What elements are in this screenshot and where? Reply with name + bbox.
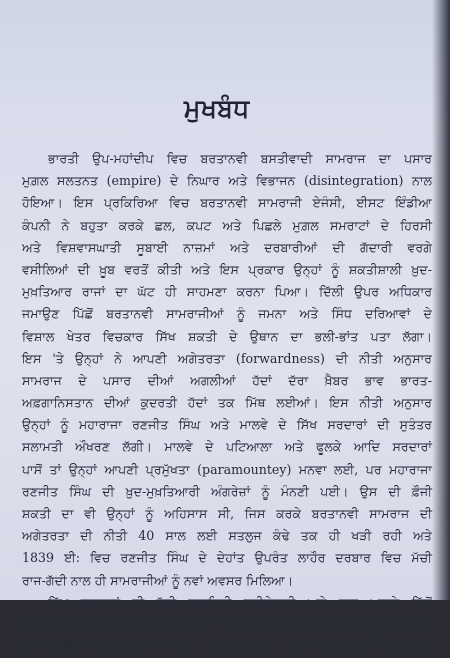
- text-line: ਰਾਜ-ਗੱਦੀ ਨਾਲ ਹੀ ਸਾਮਰਾਜੀਆਂ ਨੂੰ ਨਵਾਂ ਅਵਸਰ ਮਿਲਿਆ।: [22, 572, 294, 588]
- text-line: ਪਾਸੋਂ ਤਾਂ ਉਨ੍ਹਾਂ ਆਪਣੀ ਪ੍ਰਮੁੱਖਤਾ (paramountey) ਮਨਵਾ ਲਈ, ਪਰ ਮਹਾਰਾਜਾ: [22, 461, 432, 477]
- text-line: ਅਤੇ ਵਿਸ਼ਵਾਸਘਾਤੀ ਸੂਬਾਈ ਨਾਜ਼ਮਾਂ ਅਤੇ ਦਰਬਾਰੀਆਂ ਦੀ ਗੱਦਾਰੀ ਵਰਗੇ: [22, 239, 432, 255]
- text-line: ਕੰਪਨੀ ਨੇ ਬਹੁਤਾ ਕਰਕੇ ਛਲ, ਕਪਟ ਅਤੇ ਪਿਛਲੇ ਮੁਗ਼ਲ ਸਮਰਾਟਾਂ ਦੇ ਹਿਰਸੀ: [22, 217, 432, 233]
- text-line: ਸਿੱਖ ਸਰਦਾਰਾਂ ਦੀ ਭੱਦੀ ਕਬਾਇਲੀ ਸ਼ਰੀਕੇਬਾਜ਼ੀ ਅਤੇ ਰਾਜ ਘਰਾਣੇ ਵਿੱਚੋਂ: [48, 594, 432, 610]
- text-line: 1839 ਈ: ਵਿਚ ਰਣਜੀਤ ਸਿੰਘ ਦੇ ਦੇਹਾਂਤ ਉਪਰੰਤ ਲਾਹੌਰ ਦਰਬਾਰ ਵਿਚ ਮੱਚੀ: [22, 550, 432, 566]
- text-line: ਭਾਰਤੀ ਉਪ-ਮਹਾਂਦੀਪ ਵਿਚ ਬਰਤਾਨਵੀ ਬਸਤੀਵਾਦੀ ਸਾਮਰਾਜ ਦਾ ਪਸਾਰ: [48, 151, 432, 166]
- text-line: ਅਗੇਤਰਤਾ ਦੀ ਨੀਤੀ 40 ਸਾਲ ਲਈ ਸਤਲੁਜ ਕੰਢੇ ਤਕ ਹੀ ਖੜੀ ਰਹੀ ਅਤੇ: [22, 528, 432, 544]
- text-line: ਕਿਸੇ ਯੋਗ ਜਾਨਸ਼ੀਨ ਦੇ ਸਾਹਮਣੇ ਨਾ ਆਉਣ ਕਰਕੇ ਖ਼ਾਲਸਾ ਰਾਜ ਨੂੰ ਬਚਾਉਣ: [22, 616, 432, 632]
- text-line: ਵਿਸ਼ਾਲ ਖੇਤਰ ਵਿਚਕਾਰ ਸਿੱਖ ਸ਼ਕਤੀ ਦੇ ਉਥਾਨ ਦਾ ਭਲੀ-ਭਾਂਤ ਪਤਾ ਲੱਗਾ।: [22, 328, 432, 344]
- text-line: ਜਮਾਉਣ ਪਿੱਛੋਂ ਬਰਤਾਨਵੀ ਸਾਮਰਾਜੀਆਂ ਨੂੰ ਜਮਨਾ ਅਤੇ ਸਿੰਧ ਦਰਿਆਵਾਂ ਦੇ: [22, 306, 432, 322]
- text-line: ਸਾਮਰਾਜ ਦੇ ਪਸਾਰ ਦੀਆਂ ਅਗਲੀਆਂ ਹੱਦਾਂ ਦੱਰਾ ਖ਼ੈਬਰ ਭਾਵ ਭਾਰਤ-: [22, 372, 432, 388]
- bleed-through-text: [150, 4, 430, 64]
- text-line: ਵਸੀਲਿਆਂ ਦੀ ਖ਼ੂਬ ਵਰਤੋਂ ਕੀਤੀ ਅਤੇ ਇਸ ਪ੍ਰਕਾਰ ਉਨ੍ਹਾਂ ਨੂੰ ਸ਼ਕਤੀਸ਼ਾਲੀ ਖ਼ੁਦ-: [22, 261, 432, 277]
- text-line: ਉਨ੍ਹਾਂ ਨੂੰ ਮਹਾਰਾਜਾ ਰਣਜੀਤ ਸਿੰਘ ਅਤੇ ਮਾਲਵੇ ਦੇ ਸਿੱਖ ਸਰਦਾਰਾਂ ਦੀ ਸੁਤੰਤਰ: [22, 417, 432, 433]
- text-line: ਹੋਇਆ। ਇਸ ਪ੍ਰਕਿਰਿਆ ਵਿਚ ਬਰਤਾਨਵੀ ਸਾਮਰਾਜੀ ਏਜੰਸੀ, ਈਸਟ ਇੰਡੀਆ: [22, 195, 432, 211]
- text-line: ਮੁਗ਼ਲ ਸਲਤਨਤ (empire) ਦੇ ਨਿਘਾਰ ਅਤੇ ਵਿਭਾਜਨ (disintegration) ਨਾਲ: [22, 173, 432, 189]
- text-line: ਇਸ 'ਤੇ ਉਨ੍ਹਾਂ ਨੇ ਆਪਣੀ ਅਗੇਤਰਤਾ (forwardness) ਦੀ ਨੀਤੀ ਅਨੁਸਾਰ: [22, 350, 432, 366]
- text-line: ਸਲਾਮਤੀ ਔਖਰਣ ਲੱਗੀ। ਮਾਲਵੇ ਦੇ ਪਟਿਆਲਾ ਅਤੇ ਫੂਲਕੇ ਆਦਿ ਸਰਦਾਰਾਂ: [22, 439, 432, 455]
- text-line: ਰਣਜੀਤ ਸਿੰਘ ਦੀ ਖ਼ੁਦ-ਮੁਖ਼ਤਿਆਰੀ ਅੰਗਰੇਜ਼ਾਂ ਨੂੰ ਮੰਨਣੀ ਪਈ। ਉਸ ਦੀ ਫ਼ੌਜੀ: [22, 483, 432, 499]
- page-title: ਮੁਖਬੰਧ: [184, 94, 250, 123]
- page-edge-shadow: [432, 0, 450, 600]
- text-line: ਅਫ਼ਗਾਨਿਸਤਾਨ ਦੀਆਂ ਕੁਦਰਤੀ ਹੱਦਾਂ ਤਕ ਮਿੱਥ ਲਈਆਂ। ਇਸ ਨੀਤੀ ਅਨੁਸਾਰ: [22, 395, 432, 411]
- text-line: ਮੁਖ਼ਤਿਆਰ ਰਾਜਾਂ ਦਾ ਘੱਟ ਹੀ ਸਾਹਮਣਾ ਕਰਨਾ ਪਿਆ। ਦਿੱਲੀ ਉਪਰ ਅਧਿਕਾਰ: [22, 284, 432, 300]
- text-line: ਦਾ ਕੋਈ ਸਾਧਨ ਨਾ ਰਿਹਾ ਅਤੇ ਉਸ ਦੀ ਰਾਜ-ਗੱਦੀ ਦਾ ਖ਼ੇਲਾ: [22, 639, 432, 655]
- text-line: ਸ਼ਕਤੀ ਦਾ ਵੀ ਉਨ੍ਹਾਂ ਨੂੰ ਅਹਿਸਾਸ ਸੀ, ਜਿਸ ਕਰਕੇ ਬਰਤਾਨਵੀ ਸਾਮਰਾਜ ਦੀ: [22, 506, 432, 521]
- body-text: [22, 148, 432, 658]
